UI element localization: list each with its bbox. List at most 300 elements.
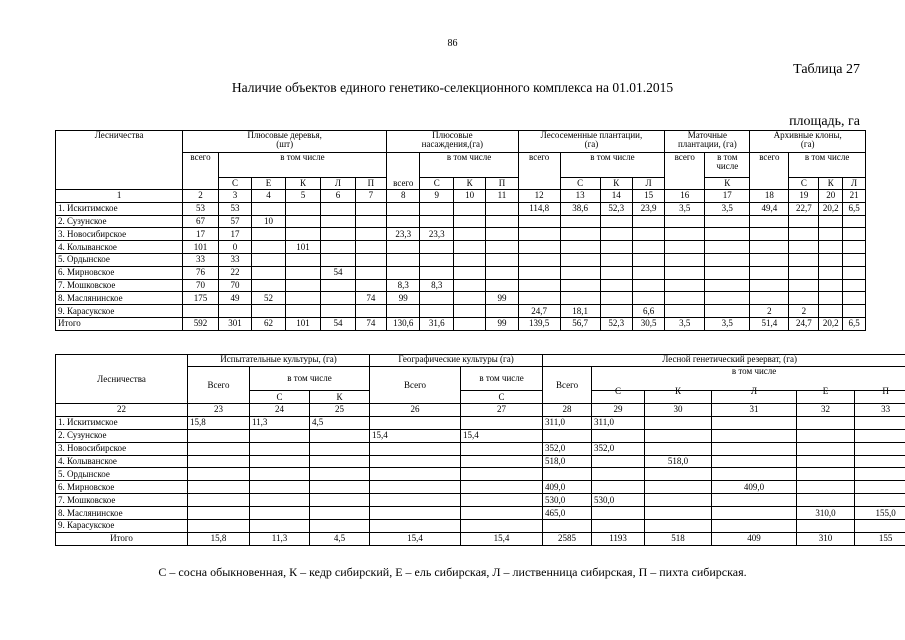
- table-cell: [486, 241, 518, 254]
- table-cell: [285, 228, 321, 241]
- table-cell: 2585: [543, 532, 592, 545]
- table-cell: 101: [183, 241, 219, 254]
- forestry-name: 5. Ордынское: [56, 253, 183, 266]
- table-cell: 3,5: [665, 317, 705, 330]
- table-cell: [370, 507, 461, 520]
- table-cell: [518, 215, 560, 228]
- species-k-header: К: [600, 178, 632, 190]
- table-cell: [218, 305, 251, 318]
- table-cell: [518, 266, 560, 279]
- genetic-reserve-header: Лесной генетический резерват, (га): [543, 355, 905, 367]
- species-k-header: К: [453, 178, 485, 190]
- table-row: [56, 241, 866, 254]
- table-cell: 16: [665, 190, 705, 203]
- plus-stands-total-header: [387, 153, 420, 178]
- table-cell: [321, 241, 356, 254]
- table-cell: [705, 279, 750, 292]
- table-cell: [645, 416, 712, 429]
- table-cell: [420, 253, 453, 266]
- table-cell: [370, 442, 461, 455]
- table-cell: 15,4: [461, 532, 543, 545]
- table-cell: 25: [310, 404, 370, 417]
- forestry-header: Лесничества: [56, 131, 183, 190]
- table-cell: 53: [183, 202, 219, 215]
- species-c-header: С: [592, 385, 645, 398]
- table-cell: 54: [321, 317, 356, 330]
- table-cell: 28: [543, 404, 592, 417]
- page-number: 86: [447, 38, 458, 49]
- table-cell: [183, 305, 219, 318]
- table-cell: 74: [355, 317, 386, 330]
- table-cell: [252, 202, 285, 215]
- table-cell: 52,3: [600, 317, 632, 330]
- table-cell: 15: [632, 190, 664, 203]
- table-cell: [665, 241, 705, 254]
- geo-cultures-header: Географические культуры (га): [370, 355, 543, 367]
- plus-trees-header: Плюсовые деревья, (шт): [183, 131, 387, 153]
- table-cell: [560, 241, 600, 254]
- table-cell: [712, 442, 797, 455]
- table-cell: [843, 292, 866, 305]
- table-cell: [843, 279, 866, 292]
- table-cell: 27: [461, 404, 543, 417]
- table-cell: [355, 253, 386, 266]
- table-cell: [560, 266, 600, 279]
- table-cell: 30,5: [632, 317, 664, 330]
- table-cell: 23,9: [632, 202, 664, 215]
- table-cell: [321, 215, 356, 228]
- table-cell: 31,6: [420, 317, 453, 330]
- table-cell: 99: [486, 317, 518, 330]
- table-cell: [250, 494, 310, 507]
- table-cell: [355, 279, 386, 292]
- table-cell: [310, 468, 370, 481]
- table-cell: 6,6: [632, 305, 664, 318]
- table-cell: 11: [486, 190, 518, 203]
- archive-clones-header: Архивные клоны, (га): [750, 131, 866, 153]
- table-cell: [705, 305, 750, 318]
- table-cell: 15,4: [370, 532, 461, 545]
- table-cell: [252, 253, 285, 266]
- table-cell: [285, 305, 321, 318]
- species-l-header: Л: [712, 385, 797, 398]
- table-cell: [712, 468, 797, 481]
- table-cell: 2: [183, 190, 219, 203]
- table-cell: [486, 305, 518, 318]
- table-cell: [310, 507, 370, 520]
- table-cell: [310, 481, 370, 494]
- table-cell: [855, 468, 905, 481]
- table-cell: 101: [285, 241, 321, 254]
- table-cell: [819, 215, 843, 228]
- table-cell: 3,5: [705, 202, 750, 215]
- table-cell: [600, 215, 632, 228]
- geo-cultures-total-header: Всего: [370, 367, 461, 404]
- table-cell: [632, 279, 664, 292]
- table-cell: [843, 266, 866, 279]
- plus-trees-including-header: в том числе: [218, 153, 386, 178]
- table-cell: 56,7: [560, 317, 600, 330]
- table-cell: 10: [453, 190, 485, 203]
- species-k-header: К: [705, 178, 750, 190]
- table-cell: [789, 266, 819, 279]
- table-cell: [645, 520, 712, 533]
- table-cell: [665, 305, 705, 318]
- table-cell: [420, 241, 453, 254]
- table-cell: [819, 253, 843, 266]
- table-cell: [188, 455, 250, 468]
- table-cell: [285, 202, 321, 215]
- table-row: [56, 429, 905, 442]
- seed-plantations-including-header: в том числе: [560, 153, 665, 178]
- table-cell: 409: [712, 532, 797, 545]
- table-cell: [387, 202, 420, 215]
- table-cell: 311,0: [543, 416, 592, 429]
- table-cell: [855, 429, 905, 442]
- table-cell: [712, 429, 797, 442]
- table-cell: 20: [819, 190, 843, 203]
- table-cell: [486, 253, 518, 266]
- table-cell: 23,3: [387, 228, 420, 241]
- forestry-name: 3. Новосибирское: [56, 228, 183, 241]
- table-cell: 8,3: [420, 279, 453, 292]
- table-cell: 11,3: [250, 416, 310, 429]
- table-cell: 67: [183, 215, 219, 228]
- table-cell: [705, 215, 750, 228]
- table-cell: [560, 228, 600, 241]
- seed-plantations-header: Лесосеменные плантации, (га): [518, 131, 665, 153]
- table-cell: [285, 292, 321, 305]
- table-cell: [645, 442, 712, 455]
- table-cell: [789, 279, 819, 292]
- table-cell: 32: [797, 404, 855, 417]
- table-cell: 23,3: [420, 228, 453, 241]
- species-k-header: К: [285, 178, 321, 190]
- test-cultures-header: Испытательные культуры, (га): [188, 355, 370, 367]
- table-cell: [420, 266, 453, 279]
- table-cell: [387, 215, 420, 228]
- table-cell: [789, 228, 819, 241]
- table-cell: [750, 215, 789, 228]
- table-cell: [705, 228, 750, 241]
- species-c-header: С: [250, 391, 310, 404]
- table-cell: [665, 215, 705, 228]
- table-cell: 31: [712, 404, 797, 417]
- table-cell: 1193: [592, 532, 645, 545]
- table-cell: [843, 305, 866, 318]
- table-cell: 24,7: [518, 305, 560, 318]
- table-row: [56, 305, 866, 318]
- table-cell: 51,4: [750, 317, 789, 330]
- table-cell: [712, 520, 797, 533]
- table-cell: [250, 468, 310, 481]
- table-row: [56, 266, 866, 279]
- table-row: [56, 442, 905, 455]
- table-cell: [665, 279, 705, 292]
- table-cell: [321, 228, 356, 241]
- table-cell: 13: [560, 190, 600, 203]
- table-cell: [355, 228, 386, 241]
- table-2-body: [56, 404, 905, 546]
- table-cell: [632, 292, 664, 305]
- table-cell: 301: [218, 317, 251, 330]
- forestry-name: 4. Колыванское: [56, 455, 188, 468]
- forestry-name: 2. Сузунское: [56, 215, 183, 228]
- table-cell: 49: [218, 292, 251, 305]
- table-cell: [665, 228, 705, 241]
- table-cell: [789, 292, 819, 305]
- table-cell: [592, 520, 645, 533]
- table-cell: [310, 494, 370, 507]
- forestry-name: 4. Колыванское: [56, 241, 183, 254]
- table-cell: [855, 494, 905, 507]
- table-cell: [843, 228, 866, 241]
- table-cell: [705, 292, 750, 305]
- species-l-header: Л: [843, 178, 866, 190]
- species-c-header: С: [560, 178, 600, 190]
- table-cell: [750, 292, 789, 305]
- table-cell: [819, 241, 843, 254]
- genetic-reserve-total-header: Всего: [543, 367, 592, 404]
- column-number: 22: [56, 404, 188, 417]
- table-1-body: [56, 190, 866, 331]
- species-k-header: К: [310, 391, 370, 404]
- table-cell: [665, 266, 705, 279]
- table-cell: 530,0: [543, 494, 592, 507]
- table-cell: [453, 279, 485, 292]
- table-cell: [355, 215, 386, 228]
- table-cell: 139,5: [518, 317, 560, 330]
- table-cell: [600, 266, 632, 279]
- table-cell: [543, 520, 592, 533]
- table-cell: [188, 481, 250, 494]
- table-cell: [789, 215, 819, 228]
- table-cell: 15,4: [461, 429, 543, 442]
- table-cell: [843, 253, 866, 266]
- forestry-name: 9. Карасукское: [56, 305, 183, 318]
- mother-plantations-including-header: в том числе: [705, 153, 750, 178]
- forestry-name: 7. Мошковское: [56, 494, 188, 507]
- table-cell: 352,0: [592, 442, 645, 455]
- table-cell: [712, 416, 797, 429]
- table-cell: [453, 305, 485, 318]
- archive-clones-total-header: всего: [750, 153, 789, 190]
- table-row: [56, 416, 905, 429]
- table-cell: [750, 266, 789, 279]
- table-cell: 57: [218, 215, 251, 228]
- forestry-name: 6. Мирновское: [56, 266, 183, 279]
- table-cell: [453, 215, 485, 228]
- table-cell: [387, 253, 420, 266]
- table-cell: 70: [183, 279, 219, 292]
- table-cell: 4,5: [310, 532, 370, 545]
- table-cell: [632, 215, 664, 228]
- table-row: [56, 455, 905, 468]
- table-cell: 52,3: [600, 202, 632, 215]
- table-cell: [387, 241, 420, 254]
- table-cell: [370, 481, 461, 494]
- table-cell: 33: [183, 253, 219, 266]
- table-cell: 352,0: [543, 442, 592, 455]
- table-cell: 3,5: [705, 317, 750, 330]
- table-cell: 12: [518, 190, 560, 203]
- species-l-header: Л: [632, 178, 664, 190]
- table-cell: 6,5: [843, 202, 866, 215]
- table-cell: [518, 228, 560, 241]
- table-cell: 311,0: [592, 416, 645, 429]
- table-cell: 20,2: [819, 317, 843, 330]
- table-cell: 130,6: [387, 317, 420, 330]
- table-cell: 6,5: [843, 317, 866, 330]
- table-cell: 17: [183, 228, 219, 241]
- table-cell: 3,5: [665, 202, 705, 215]
- table-cell: [560, 292, 600, 305]
- table-cell: [592, 429, 645, 442]
- table-cell: [310, 429, 370, 442]
- table-cell: [632, 266, 664, 279]
- table-cell: [252, 266, 285, 279]
- forestry-name: 2. Сузунское: [56, 429, 188, 442]
- table-cell: [560, 253, 600, 266]
- table-cell: 33: [855, 404, 905, 417]
- table-cell: 409,0: [543, 481, 592, 494]
- plus-stands-header: Плюсовые насаждения,(га): [387, 131, 519, 153]
- table-cell: 15,4: [370, 429, 461, 442]
- forestry-name: 9. Карасукское: [56, 520, 188, 533]
- table-cell: [789, 241, 819, 254]
- species-legend-footnote: С – сосна обыкновенная, К – кедр сибирский, Е – ель сибирская, Л – лиственница сибирская, П – пихта сибирская.: [158, 565, 747, 579]
- table-cell: [188, 468, 250, 481]
- table-cell: [461, 455, 543, 468]
- table-cell: [250, 507, 310, 520]
- table-cell: 10: [252, 215, 285, 228]
- table-cell: 22: [218, 266, 251, 279]
- table-cell: [355, 305, 386, 318]
- table-cell: 465,0: [543, 507, 592, 520]
- table-cell: 15,8: [188, 416, 250, 429]
- table-cell: 6: [321, 190, 356, 203]
- forestry-name: 8. Маслянинское: [56, 292, 183, 305]
- table-cell: [600, 253, 632, 266]
- table-cell: [632, 228, 664, 241]
- table-cell: [387, 266, 420, 279]
- table-cell: 2: [750, 305, 789, 318]
- table-cell: [250, 481, 310, 494]
- table-cell: 7: [355, 190, 386, 203]
- table-row: [56, 481, 905, 494]
- table-cell: [355, 266, 386, 279]
- total-row: [56, 317, 866, 330]
- table-cell: [420, 305, 453, 318]
- plus-stands-including-header: в том числе: [420, 153, 518, 178]
- species-p-header: П: [855, 385, 905, 398]
- table-cell: [321, 305, 356, 318]
- table-cell: [461, 481, 543, 494]
- table-cell: [486, 202, 518, 215]
- table-cell: 54: [321, 266, 356, 279]
- table-cell: [518, 253, 560, 266]
- table-cell: 49,4: [750, 202, 789, 215]
- table-cell: 24,7: [789, 317, 819, 330]
- table-cell: [705, 253, 750, 266]
- table-cell: [518, 292, 560, 305]
- table-cell: [321, 253, 356, 266]
- document-title: Наличие объектов единого генетико-селекционного комплекса на 01.01.2015: [231, 80, 674, 95]
- column-number-row: [56, 404, 905, 417]
- species-k-header: К: [819, 178, 843, 190]
- table-cell: [453, 292, 485, 305]
- table-cell: 155,0: [855, 507, 905, 520]
- table-cell: [250, 455, 310, 468]
- column-number: 1: [56, 190, 183, 203]
- table-cell: [355, 241, 386, 254]
- table-cell: 17: [705, 190, 750, 203]
- table-cell: [632, 241, 664, 254]
- table-cell: [250, 429, 310, 442]
- table-cell: [285, 266, 321, 279]
- table-cell: 22,7: [789, 202, 819, 215]
- forestry-name: 1. Искитимское: [56, 416, 188, 429]
- forestry-name: 1. Искитимское: [56, 202, 183, 215]
- table-cell: [461, 468, 543, 481]
- forestry-name: 7. Мошковское: [56, 279, 183, 292]
- table-cell: 18,1: [560, 305, 600, 318]
- table-cell: 33: [218, 253, 251, 266]
- table-cell: [461, 442, 543, 455]
- table-cell: 38,6: [560, 202, 600, 215]
- table-cell: 23: [188, 404, 250, 417]
- table-cell: [705, 266, 750, 279]
- forestry-name: 3. Новосибирское: [56, 442, 188, 455]
- forestry-header: Лесничества: [56, 355, 188, 404]
- table-cell: 155: [855, 532, 905, 545]
- genetic-complex-table-1: [55, 130, 866, 331]
- table-cell: [518, 279, 560, 292]
- table-cell: [797, 429, 855, 442]
- species-p-header: П: [355, 178, 386, 190]
- table-cell: [819, 292, 843, 305]
- table-cell: [420, 292, 453, 305]
- plus-stands-total-sub: всего: [387, 178, 420, 190]
- table-cell: [250, 520, 310, 533]
- table-cell: [797, 481, 855, 494]
- table-cell: [387, 305, 420, 318]
- table-cell: [797, 468, 855, 481]
- table-cell: 19: [789, 190, 819, 203]
- species-c-header: С: [218, 178, 251, 190]
- table-cell: 8,3: [387, 279, 420, 292]
- table-cell: 17: [218, 228, 251, 241]
- table-cell: [592, 507, 645, 520]
- table-cell: [370, 416, 461, 429]
- table-cell: [843, 241, 866, 254]
- table-cell: 5: [285, 190, 321, 203]
- genetic-reserve-including-header: в том числе: [592, 367, 905, 391]
- species-e-header: Е: [252, 178, 285, 190]
- table-cell: 8: [387, 190, 420, 203]
- table-cell: 409,0: [712, 481, 797, 494]
- total-label: Итого: [56, 532, 188, 545]
- table-cell: 592: [183, 317, 219, 330]
- table-cell: [370, 468, 461, 481]
- species-c-header: С: [461, 391, 543, 404]
- table-cell: [321, 279, 356, 292]
- table-cell: [355, 202, 386, 215]
- table-cell: [453, 241, 485, 254]
- table-cell: 518: [645, 532, 712, 545]
- table-cell: [560, 215, 600, 228]
- table-cell: [453, 228, 485, 241]
